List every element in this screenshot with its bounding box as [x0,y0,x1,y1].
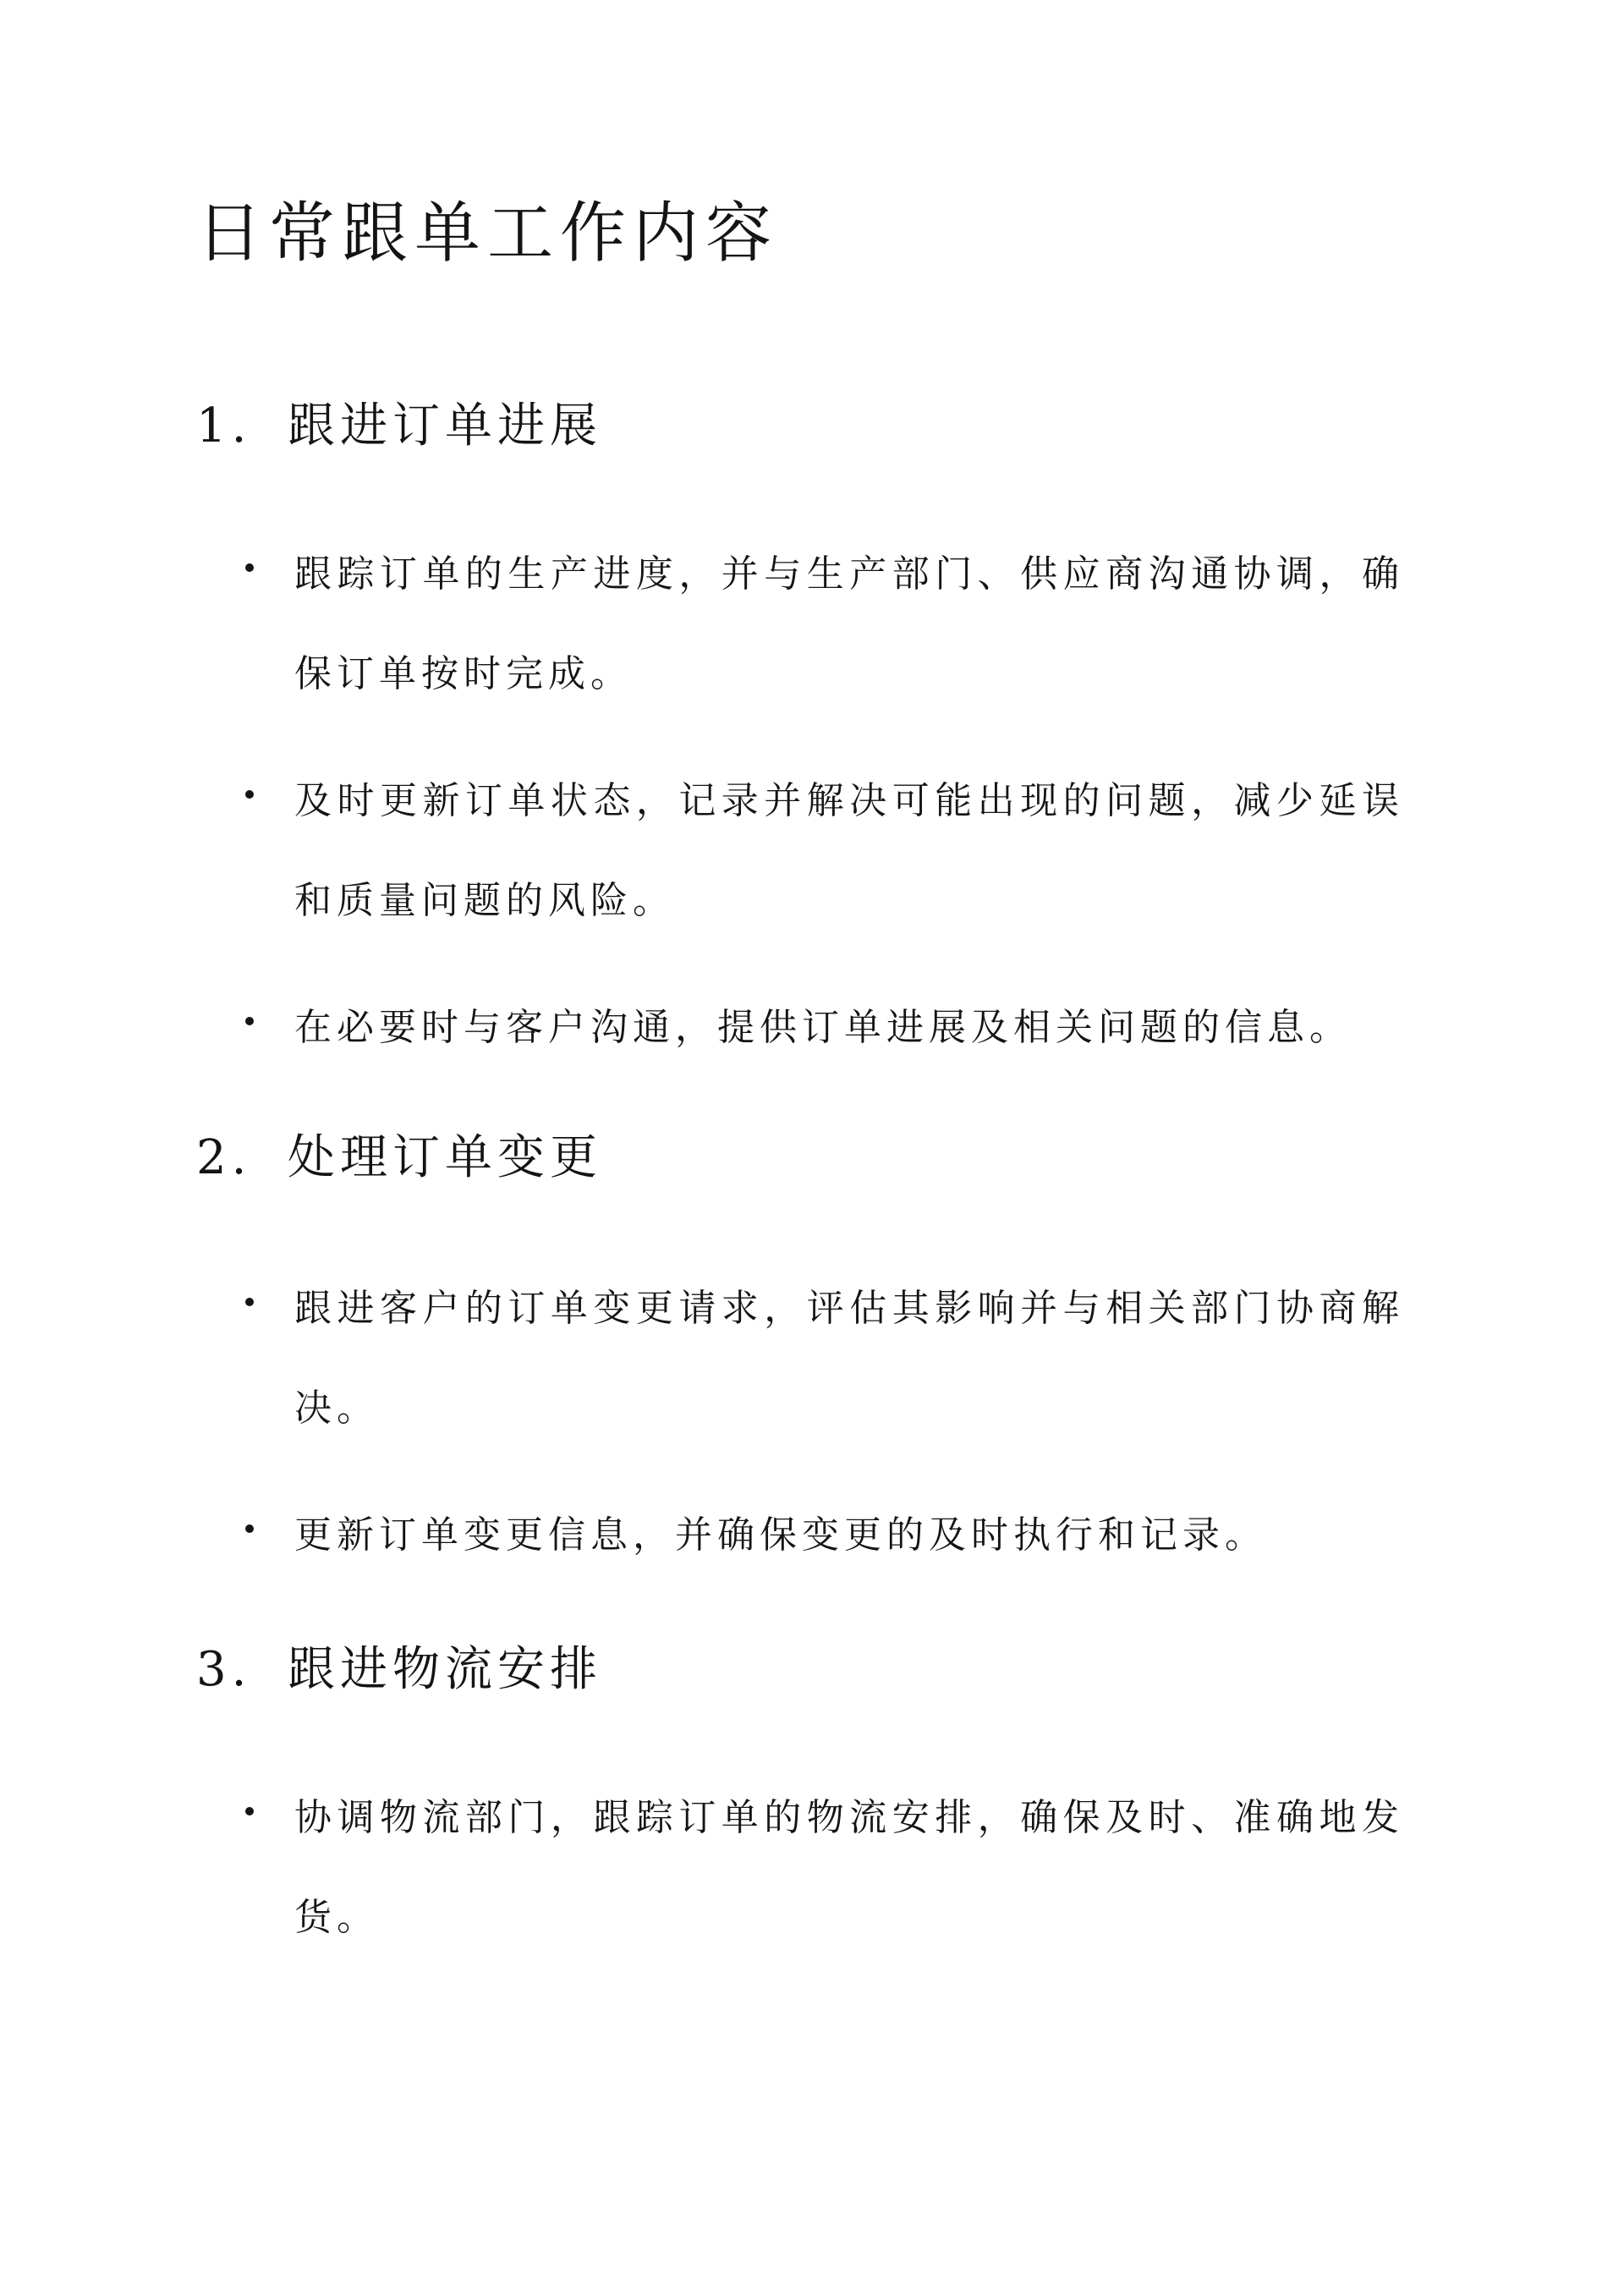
page-title: 日常跟单工作内容 [196,195,779,272]
section-title: 跟进物流安排 [288,1642,602,1697]
section-title: 跟进订单进展 [288,398,602,453]
list-item [245,1486,1404,1585]
section-number: 1. [196,398,252,453]
section-number: 3. [196,1642,252,1697]
list-item [245,751,1404,951]
section-number: 2. [196,1130,252,1185]
bullet-icon [245,790,254,799]
list-item-text: 跟进客户的订单变更请求，评估其影响并与相关部门协商解决。 [294,1287,1404,1430]
list-item [245,525,1404,724]
bullet-icon [245,1807,254,1815]
bullet-icon [245,563,254,572]
list-item-text: 跟踪订单的生产进度，并与生产部门、供应商沟通协调，确保订单按时完成。 [294,552,1404,695]
list-item-text: 及时更新订单状态，记录并解决可能出现的问题，减少延误和质量问题的风险。 [294,779,1404,922]
list-item-text: 更新订单变更信息，并确保变更的及时执行和记录。 [294,1513,1267,1557]
section-heading-3 [196,1641,602,1698]
bullet-icon [245,1524,254,1533]
section-heading-1 [196,398,602,454]
bullet-icon [245,1298,254,1306]
section-heading-2 [196,1129,602,1186]
section-title: 处理订单变更 [288,1130,602,1185]
bullet-icon [245,1017,254,1025]
list-item [245,978,1404,1078]
list-item-text: 协调物流部门，跟踪订单的物流安排，确保及时、准确地发货。 [294,1796,1404,1939]
list-item [245,1259,1404,1458]
list-item-text: 在必要时与客户沟通，提供订单进展及相关问题的信息。 [294,1006,1352,1049]
list-item [245,1768,1404,1968]
